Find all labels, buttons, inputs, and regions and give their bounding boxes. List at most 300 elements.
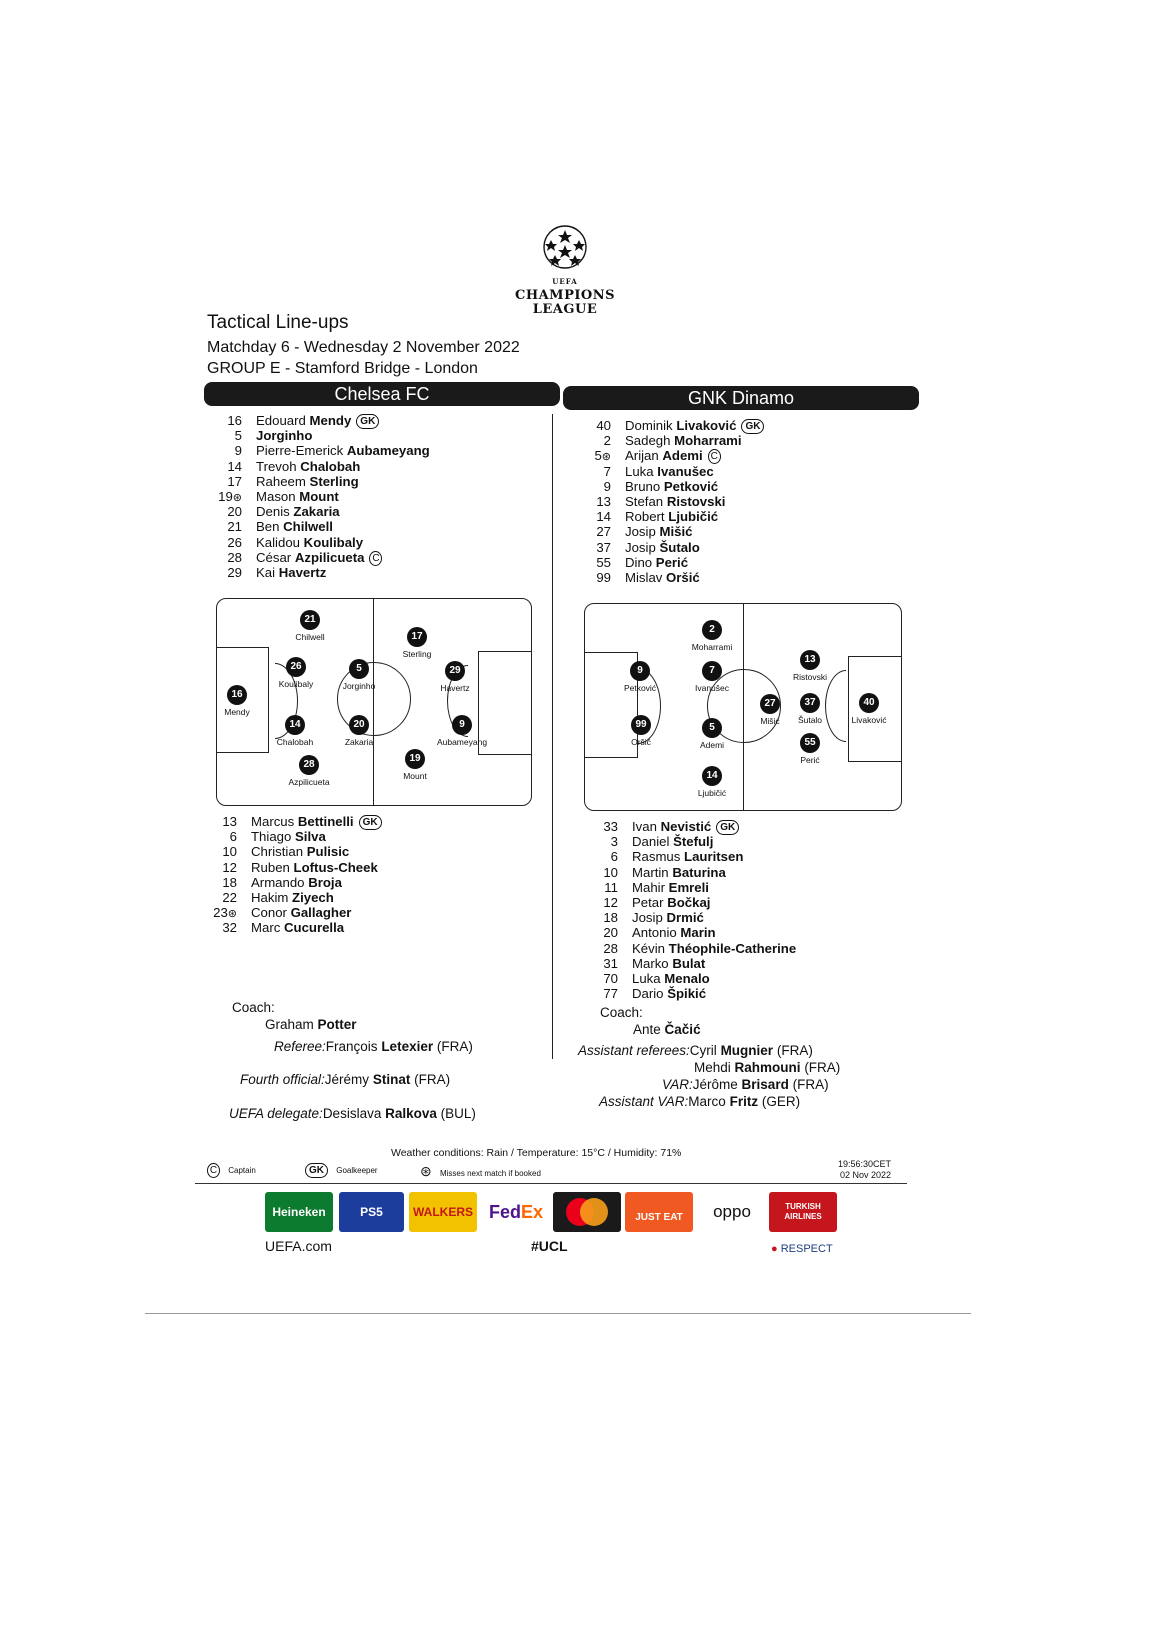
shirt-number: 55 bbox=[596, 554, 611, 570]
player-first-name: Josip bbox=[625, 524, 656, 540]
player-marker-number: 29 bbox=[445, 661, 465, 681]
fourth-first: Jérémy bbox=[324, 1072, 370, 1087]
player-last-name: Lauritsen bbox=[684, 849, 744, 865]
player-last-name: Cucurella bbox=[283, 920, 345, 936]
player-marker-number: 5 bbox=[702, 718, 722, 738]
player-marker-number: 40 bbox=[859, 693, 879, 713]
shirt-number: 11 bbox=[604, 879, 618, 895]
sponsor-just-eat: JUST EAT bbox=[625, 1192, 693, 1232]
player-last-name: Zakaria bbox=[293, 504, 340, 520]
player-number bbox=[581, 479, 611, 494]
player-number bbox=[588, 910, 618, 925]
player-last-name: Bulat bbox=[672, 955, 706, 971]
player-row bbox=[581, 494, 764, 509]
var-first: Jérôme bbox=[692, 1077, 738, 1092]
player-number bbox=[207, 829, 237, 844]
player-last-name: Havertz bbox=[278, 564, 327, 580]
player-first-name: Daniel bbox=[632, 834, 670, 850]
column-divider bbox=[552, 414, 553, 1059]
player-marker-label: Mišić bbox=[760, 716, 780, 726]
player-first-name: Dominik bbox=[625, 418, 673, 433]
player-marker-number: 55 bbox=[800, 733, 820, 753]
captain-icon: C bbox=[369, 551, 382, 566]
shirt-number: 10 bbox=[222, 844, 237, 860]
shirt-number: 21 bbox=[227, 519, 242, 535]
player-row bbox=[581, 570, 764, 585]
player-last-name: Šutalo bbox=[659, 539, 700, 555]
referee-last: Letexier bbox=[381, 1039, 434, 1054]
player-row bbox=[207, 814, 382, 829]
player-row bbox=[207, 905, 382, 920]
player-first-name: Dario bbox=[632, 986, 664, 1002]
shirt-number: 99 bbox=[596, 569, 611, 585]
player-first-name: Bruno bbox=[625, 478, 661, 494]
referee-label: Referee: bbox=[274, 1039, 326, 1054]
player-marker-number: 21 bbox=[300, 610, 320, 630]
player-last-name: Mišić bbox=[659, 524, 693, 540]
player-row bbox=[212, 535, 430, 550]
player-number bbox=[212, 459, 242, 474]
player-number bbox=[212, 535, 242, 550]
player-marker-number: 20 bbox=[349, 715, 369, 735]
shirt-number: 18 bbox=[222, 874, 237, 890]
player-number bbox=[581, 555, 611, 570]
player-marker-number: 2 bbox=[702, 620, 722, 640]
delegate-last: Ralkova bbox=[385, 1106, 437, 1121]
ar2-nat: (FRA) bbox=[804, 1060, 841, 1075]
player-first-name: Christian bbox=[251, 844, 304, 860]
player-first-name: Thiago bbox=[251, 829, 292, 845]
booked-icon: ⊛ bbox=[232, 491, 242, 504]
player-last-name: Oršić bbox=[666, 569, 700, 585]
fourth-label: Fourth official: bbox=[240, 1072, 325, 1087]
shirt-number: 22 bbox=[222, 889, 237, 905]
shirt-number: 32 bbox=[222, 920, 237, 936]
player-first-name: Josip bbox=[625, 539, 656, 555]
timestamp-date: 02 Nov 2022 bbox=[840, 1170, 892, 1180]
shirt-number: 70 bbox=[603, 970, 618, 986]
logo-small-text: UEFA bbox=[552, 277, 578, 286]
player-marker-label: Šutalo bbox=[797, 715, 823, 725]
shirt-number: 10 bbox=[603, 864, 618, 880]
shirt-number: 3 bbox=[610, 834, 618, 850]
avar-label: Assistant VAR: bbox=[599, 1094, 689, 1109]
mastercard-icon bbox=[553, 1192, 621, 1232]
timestamp bbox=[838, 1159, 891, 1181]
legend-goalkeeper bbox=[300, 1163, 378, 1178]
shirt-number: 23 bbox=[213, 905, 228, 921]
player-number bbox=[588, 956, 618, 971]
player-last-name: Gallagher bbox=[290, 905, 352, 921]
player-last-name: Pulisic bbox=[306, 844, 350, 860]
booked-icon: ⊛ bbox=[227, 908, 237, 921]
player-last-name: Broja bbox=[308, 874, 342, 890]
player-first-name: Rasmus bbox=[632, 849, 681, 865]
referee-nat: (FRA) bbox=[436, 1039, 473, 1054]
avar-official bbox=[599, 1094, 800, 1109]
player-row bbox=[581, 479, 764, 494]
player-first-name: César bbox=[256, 549, 292, 565]
player-marker-label: Sterling bbox=[402, 649, 432, 659]
home-coach-last: Potter bbox=[317, 1017, 357, 1032]
player-first-name: Kévin bbox=[632, 940, 665, 956]
player-row bbox=[212, 474, 430, 489]
player-row bbox=[588, 895, 796, 910]
player-marker-label: Zakaria bbox=[344, 737, 374, 747]
player-row bbox=[588, 956, 796, 971]
shirt-number: 20 bbox=[603, 925, 618, 941]
home-coach-name bbox=[265, 1017, 357, 1032]
player-number bbox=[581, 494, 611, 509]
player-number bbox=[588, 986, 618, 1001]
shirt-number: 9 bbox=[234, 443, 242, 459]
home-pitch bbox=[216, 598, 532, 806]
player-number bbox=[588, 865, 618, 880]
ar1-first: Cyril bbox=[689, 1043, 717, 1058]
player-marker-number: 37 bbox=[800, 693, 820, 713]
player-first-name: Kai bbox=[256, 564, 276, 580]
player-last-name: Ziyech bbox=[292, 889, 334, 905]
player-first-name: Petar bbox=[632, 894, 664, 910]
player-marker-number: 99 bbox=[631, 715, 651, 735]
player-row bbox=[581, 509, 764, 524]
shirt-number: 16 bbox=[227, 413, 242, 428]
player-marker-label: Ljubičić bbox=[697, 788, 727, 798]
player-last-name: Sterling bbox=[309, 473, 359, 489]
shirt-number: 14 bbox=[596, 509, 611, 525]
player-row bbox=[588, 880, 796, 895]
player-marker-label: Jorginho bbox=[342, 681, 376, 691]
player-first-name: Marc bbox=[251, 920, 281, 936]
player-last-name: Chilwell bbox=[283, 519, 333, 535]
sponsor-turkish-airlines: TURKISH AIRLINES bbox=[769, 1192, 837, 1232]
legend-captain-text: Captain bbox=[228, 1165, 256, 1175]
timestamp-time: 19:56:30CET bbox=[838, 1159, 892, 1169]
booked-icon: ⊛ bbox=[420, 1163, 432, 1179]
fourth-last: Stinat bbox=[372, 1072, 411, 1087]
shirt-number: 7 bbox=[603, 463, 611, 479]
player-last-name: Emreli bbox=[668, 879, 709, 895]
player-last-name: Bočkaj bbox=[667, 894, 711, 910]
player-row bbox=[581, 464, 764, 479]
player-first-name: Antonio bbox=[632, 925, 677, 941]
player-marker-label: Chalobah bbox=[276, 737, 314, 747]
player-marker-label: Ivanušec bbox=[694, 683, 730, 693]
player-marker-number: 9 bbox=[630, 661, 650, 681]
starball-icon bbox=[541, 224, 589, 270]
player-number bbox=[212, 428, 242, 443]
goalkeeper-icon: GK bbox=[305, 1163, 328, 1178]
player-marker-label: Mendy bbox=[224, 707, 250, 717]
player-marker-number: 28 bbox=[299, 755, 319, 775]
player-row bbox=[588, 971, 796, 986]
player-marker-number: 9 bbox=[452, 715, 472, 735]
shirt-number: 28 bbox=[227, 549, 242, 565]
page-title: Tactical Line-ups bbox=[207, 312, 349, 333]
sponsor-ps5: PS5 bbox=[339, 1192, 404, 1232]
player-marker-number: 26 bbox=[286, 657, 306, 677]
player-number bbox=[207, 875, 237, 890]
player-marker-label: Ademi bbox=[699, 740, 725, 750]
player-marker-label: Koulibaly bbox=[278, 679, 314, 689]
player-marker-number: 27 bbox=[760, 694, 780, 714]
player-last-name: Jorginho bbox=[256, 428, 313, 444]
player-first-name: Mason bbox=[256, 488, 296, 504]
player-number bbox=[581, 570, 611, 585]
player-marker-number: 14 bbox=[702, 766, 722, 786]
player-last-name: Ristovski bbox=[666, 493, 726, 509]
ar1-last: Mugnier bbox=[720, 1043, 774, 1058]
player-row bbox=[588, 925, 796, 940]
player-last-name: Marin bbox=[680, 925, 716, 941]
player-number bbox=[207, 860, 237, 875]
sponsor-fedex: FedEx bbox=[484, 1192, 548, 1232]
player-marker-label: Livaković bbox=[851, 715, 887, 725]
shirt-number: 6 bbox=[229, 829, 237, 845]
player-first-name: Mahir bbox=[632, 879, 665, 895]
player-row bbox=[588, 910, 796, 925]
var-nat: (FRA) bbox=[792, 1077, 829, 1092]
player-number bbox=[581, 540, 611, 555]
match-info: Matchday 6 - Wednesday 2 November 2022 bbox=[207, 339, 520, 356]
shirt-number: 19 bbox=[218, 488, 233, 504]
player-last-name: Silva bbox=[295, 829, 326, 845]
shirt-number: 40 bbox=[596, 418, 611, 433]
home-team-bar: Chelsea FC bbox=[204, 382, 560, 406]
shirt-number: 18 bbox=[603, 910, 618, 926]
referee-first: François bbox=[325, 1039, 378, 1054]
player-marker-label: Perić bbox=[800, 755, 820, 765]
player-first-name: Marko bbox=[632, 955, 669, 971]
player-row bbox=[212, 413, 430, 428]
player-number bbox=[588, 971, 618, 986]
away-coach-name bbox=[633, 1022, 701, 1037]
player-row bbox=[207, 829, 382, 844]
hashtag: #UCL bbox=[531, 1238, 568, 1254]
player-number bbox=[207, 890, 237, 905]
fourth-nat: (FRA) bbox=[414, 1072, 451, 1087]
player-last-name: Špikić bbox=[667, 986, 707, 1002]
player-row bbox=[212, 565, 430, 580]
away-starters-list bbox=[581, 418, 764, 585]
shirt-number: 28 bbox=[603, 940, 618, 956]
uefa-delegate bbox=[229, 1106, 476, 1121]
player-row bbox=[581, 418, 764, 433]
player-marker-number: 14 bbox=[285, 715, 305, 735]
logo-line1: CHAMPIONS bbox=[514, 288, 616, 303]
player-marker-label: Mount bbox=[403, 771, 427, 781]
player-marker-number: 17 bbox=[407, 627, 427, 647]
shirt-number: 5 bbox=[234, 428, 242, 444]
player-first-name: Mislav bbox=[625, 569, 663, 585]
player-last-name: Nevistić bbox=[660, 819, 712, 834]
away-subs-list bbox=[588, 819, 796, 1001]
player-number bbox=[207, 814, 237, 829]
player-row bbox=[212, 550, 430, 565]
legend-booked-text: Misses next match if booked bbox=[439, 1169, 541, 1178]
player-first-name: Kalidou bbox=[256, 534, 300, 550]
player-marker-number: 7 bbox=[702, 661, 722, 681]
shirt-number: 14 bbox=[227, 458, 242, 474]
player-last-name: Loftus-Cheek bbox=[293, 859, 378, 875]
player-last-name: Chalobah bbox=[300, 458, 361, 474]
player-number bbox=[588, 880, 618, 895]
player-row bbox=[212, 443, 430, 458]
player-row bbox=[581, 433, 764, 448]
shirt-number: 6 bbox=[610, 849, 618, 865]
player-number bbox=[212, 413, 242, 428]
avar-last: Fritz bbox=[729, 1094, 759, 1109]
player-first-name: Josip bbox=[632, 910, 663, 926]
ar2-last: Rahmouni bbox=[734, 1060, 801, 1075]
player-first-name: Martin bbox=[632, 864, 669, 880]
player-first-name: Dino bbox=[625, 554, 653, 570]
shirt-number: 27 bbox=[596, 524, 611, 540]
player-number bbox=[581, 524, 611, 539]
group-venue: GROUP E - Stamford Bridge - London bbox=[207, 360, 478, 377]
shirt-number: 77 bbox=[603, 986, 618, 1002]
player-row bbox=[212, 519, 430, 534]
player-row bbox=[207, 920, 382, 935]
respect-text: RESPECT bbox=[780, 1243, 833, 1255]
shirt-number: 13 bbox=[222, 814, 237, 829]
player-first-name: Luka bbox=[632, 970, 661, 986]
referee bbox=[274, 1039, 473, 1054]
player-last-name: Théophile-Catherine bbox=[668, 940, 797, 956]
player-last-name: Aubameyang bbox=[346, 443, 430, 459]
away-pitch bbox=[584, 603, 902, 811]
player-first-name: Stefan bbox=[625, 493, 664, 509]
player-row bbox=[581, 555, 764, 570]
home-coach-first: Graham bbox=[265, 1017, 314, 1032]
player-number bbox=[581, 509, 611, 524]
delegate-first: Desislava bbox=[322, 1106, 382, 1121]
player-number bbox=[581, 464, 611, 479]
player-row bbox=[588, 941, 796, 956]
player-row bbox=[588, 819, 796, 834]
player-last-name: Ademi bbox=[662, 448, 703, 464]
player-last-name: Bettinelli bbox=[297, 814, 354, 829]
player-last-name: Štefulj bbox=[673, 834, 714, 850]
uefa-site[interactable]: UEFA.com bbox=[265, 1238, 332, 1254]
player-number bbox=[207, 844, 237, 859]
player-first-name: Edouard bbox=[256, 413, 306, 428]
player-number bbox=[212, 443, 242, 458]
player-last-name: Livaković bbox=[676, 418, 737, 433]
player-last-name: Mendy bbox=[309, 413, 352, 428]
player-row bbox=[588, 986, 796, 1001]
player-first-name: Trevoh bbox=[256, 458, 297, 474]
var-label: VAR: bbox=[662, 1077, 693, 1092]
legend-gk-text: Goalkeeper bbox=[336, 1165, 378, 1175]
home-subs-list bbox=[207, 814, 382, 936]
player-marker-number: 16 bbox=[227, 685, 247, 705]
player-first-name: Hakim bbox=[251, 889, 289, 905]
player-last-name: Drmić bbox=[666, 910, 704, 926]
captain-icon: C bbox=[708, 449, 721, 464]
player-row bbox=[207, 844, 382, 859]
player-marker-number: 5 bbox=[349, 659, 369, 679]
respect-logo bbox=[771, 1243, 833, 1255]
player-first-name: Conor bbox=[251, 905, 287, 921]
var-last: Brisard bbox=[741, 1077, 789, 1092]
player-marker-number: 13 bbox=[800, 650, 820, 670]
player-first-name: Raheem bbox=[256, 473, 306, 489]
player-number bbox=[588, 895, 618, 910]
shirt-number: 13 bbox=[596, 493, 611, 509]
assistant-referee-1 bbox=[578, 1043, 813, 1058]
player-number bbox=[212, 519, 242, 534]
fourth-official bbox=[240, 1072, 450, 1087]
player-row bbox=[212, 428, 430, 443]
player-row bbox=[212, 489, 430, 504]
away-team-bar: GNK Dinamo bbox=[563, 386, 919, 410]
player-last-name: Baturina bbox=[672, 864, 726, 880]
ar2-first: Mehdi bbox=[694, 1060, 731, 1075]
avar-first: Marco bbox=[688, 1094, 726, 1109]
player-row bbox=[588, 849, 796, 864]
player-number bbox=[212, 565, 242, 580]
ar1-nat: (FRA) bbox=[776, 1043, 813, 1058]
ar-label: Assistant referees: bbox=[578, 1043, 690, 1058]
shirt-number: 17 bbox=[227, 473, 242, 489]
player-number bbox=[581, 433, 611, 448]
away-coach-last: Čačić bbox=[664, 1022, 701, 1037]
player-first-name: Pierre-Emerick bbox=[256, 443, 344, 459]
home-coach-label: Coach: bbox=[232, 1000, 275, 1015]
player-last-name: Moharrami bbox=[674, 433, 742, 449]
player-number bbox=[588, 819, 618, 834]
player-last-name: Ivanušec bbox=[657, 463, 714, 479]
player-last-name: Perić bbox=[655, 554, 689, 570]
player-first-name: Ruben bbox=[251, 859, 290, 875]
respect-icon: ● bbox=[771, 1243, 778, 1255]
player-row bbox=[581, 524, 764, 539]
shirt-number: 12 bbox=[603, 894, 618, 910]
shirt-number: 9 bbox=[603, 478, 611, 494]
player-first-name: Ivan bbox=[632, 819, 657, 834]
player-row bbox=[212, 459, 430, 474]
player-last-name: Koulibaly bbox=[303, 534, 364, 550]
shirt-number: 20 bbox=[227, 504, 242, 520]
legend-booked bbox=[420, 1163, 541, 1180]
player-last-name: Azpilicueta bbox=[294, 549, 365, 565]
goalkeeper-icon: GK bbox=[356, 414, 379, 429]
away-coach-first: Ante bbox=[633, 1022, 661, 1037]
sponsor-walkers: WALKERS bbox=[409, 1192, 477, 1232]
player-marker-number: 19 bbox=[405, 749, 425, 769]
player-first-name: Ben bbox=[256, 519, 280, 535]
var-official bbox=[662, 1077, 829, 1092]
weather-conditions: Weather conditions: Rain / Temperature: 15°C / Humidity: 71% bbox=[391, 1147, 682, 1159]
player-number bbox=[212, 504, 242, 519]
delegate-label: UEFA delegate: bbox=[229, 1106, 323, 1121]
player-first-name: Luka bbox=[625, 463, 654, 479]
player-marker-label: Aubameyang bbox=[436, 737, 488, 747]
avar-nat: (GER) bbox=[761, 1094, 801, 1109]
player-marker-label: Moharrami bbox=[691, 642, 733, 652]
shirt-number: 26 bbox=[227, 534, 242, 550]
away-coach-label: Coach: bbox=[600, 1005, 643, 1020]
player-number bbox=[588, 834, 618, 849]
sponsor-mastercard bbox=[553, 1192, 621, 1232]
player-row bbox=[207, 890, 382, 905]
player-number bbox=[588, 941, 618, 956]
player-first-name: Marcus bbox=[251, 814, 295, 829]
home-starters-list bbox=[212, 413, 430, 580]
player-first-name: Robert bbox=[625, 509, 665, 525]
player-row bbox=[581, 540, 764, 555]
